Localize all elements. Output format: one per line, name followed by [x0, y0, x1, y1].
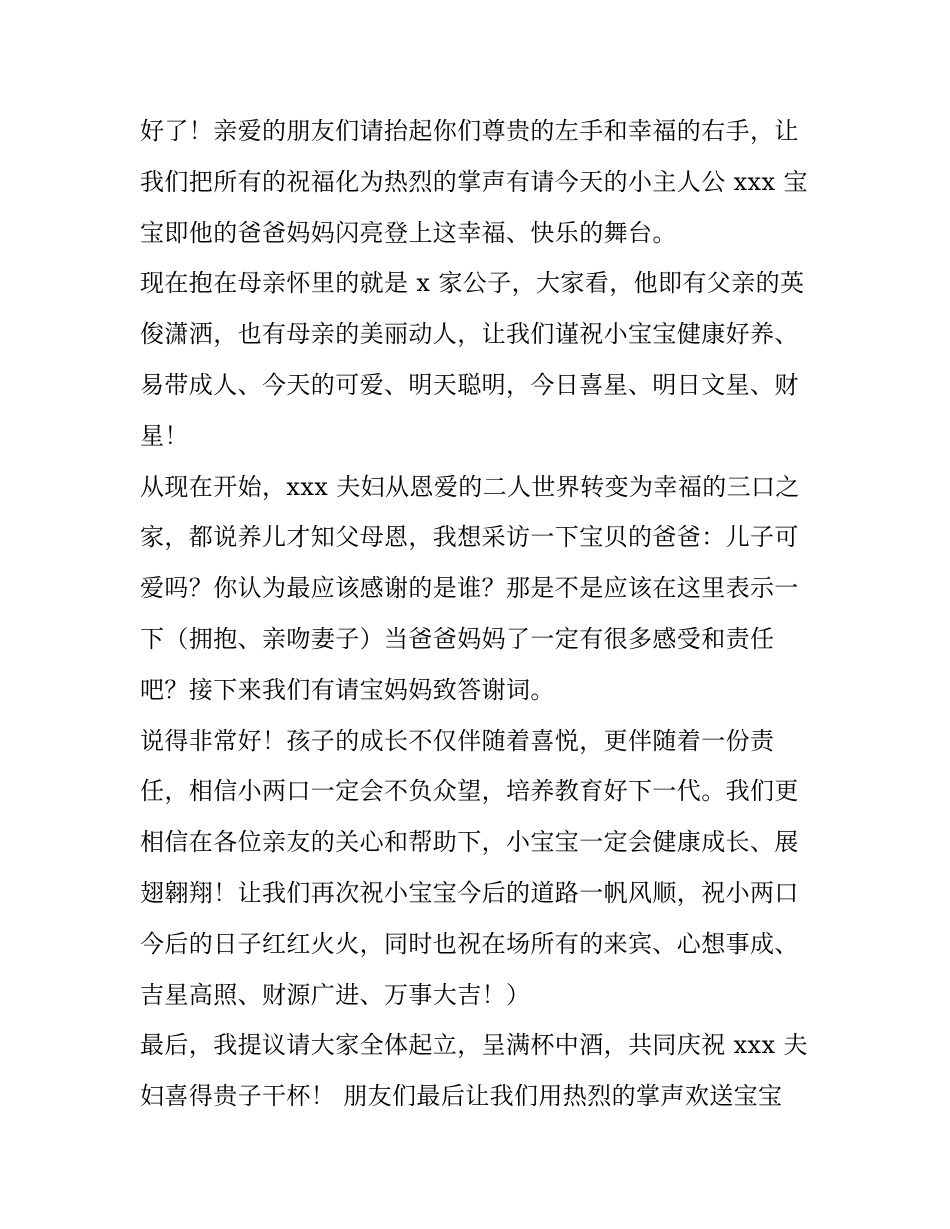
text-line: 吉星高照、财源广进、万事大吉！） — [140, 980, 531, 1009]
paragraph-5 — [140, 1020, 820, 1122]
text-line: 今后的日子红红火火，同时也祝在场所有的来宾、心想事成、 — [140, 929, 799, 958]
paragraph-3 — [140, 462, 820, 716]
paragraph-2 — [140, 258, 820, 461]
text-line: 我们把所有的祝福化为热烈的掌声有请今天的小主人公 xxx 宝 — [140, 167, 808, 196]
text-line: 易带成人、今天的可爱、明天聪明，今日喜星、明日文星、财 — [140, 370, 799, 399]
paragraph-1 — [140, 106, 820, 258]
text-line: 下（拥抱、亲吻妻子）当爸爸妈妈了一定有很多感受和责任 — [140, 624, 775, 653]
text-line: 宝即他的爸爸妈妈闪亮登上这幸福、快乐的舞台。 — [140, 218, 677, 247]
text-line: 最后，我提议请大家全体起立，呈满杯中酒，共同庆祝 xxx 夫 — [140, 1031, 808, 1060]
text-line: 俊潇洒，也有母亲的美丽动人，让我们谨祝小宝宝健康好养、 — [140, 320, 799, 349]
text-line: 翅翱翔！让我们再次祝小宝宝今后的道路一帆风顺，祝小两口 — [140, 878, 799, 907]
text-line: 爱吗？你认为最应该感谢的是谁？那是不是应该在这里表示一 — [140, 574, 799, 603]
text-line: 好了！亲爱的朋友们请抬起你们尊贵的左手和幸福的右手，让 — [140, 117, 799, 145]
text-line: 相信在各位亲友的关心和帮助下，小宝宝一定会健康成长、展 — [140, 828, 799, 857]
text-line: 现在抱在母亲怀里的就是 x 家公子，大家看，他即有父亲的英 — [140, 269, 805, 298]
paragraph-4 — [140, 716, 820, 1021]
text-line: 任，相信小两口一定会不负众望，培养教育好下一代。我们更 — [140, 777, 799, 806]
text-line: 星！ — [140, 421, 189, 450]
text-line: 吧？接下来我们有请宝妈妈致答谢词。 — [140, 675, 555, 704]
text-line: 妇喜得贵子干杯！ 朋友们最后让我们用热烈的掌声欢送宝宝 — [140, 1082, 783, 1111]
document-body — [140, 106, 820, 1122]
text-line: 家，都说养儿才知父母恩，我想采访一下宝贝的爸爸：儿子可 — [140, 523, 799, 552]
text-line: 说得非常好！孩子的成长不仅伴随着喜悦，更伴随着一份责 — [140, 726, 775, 755]
text-line: 从现在开始，xxx 夫妇从恩爱的二人世界转变为幸福的三口之 — [140, 472, 800, 501]
